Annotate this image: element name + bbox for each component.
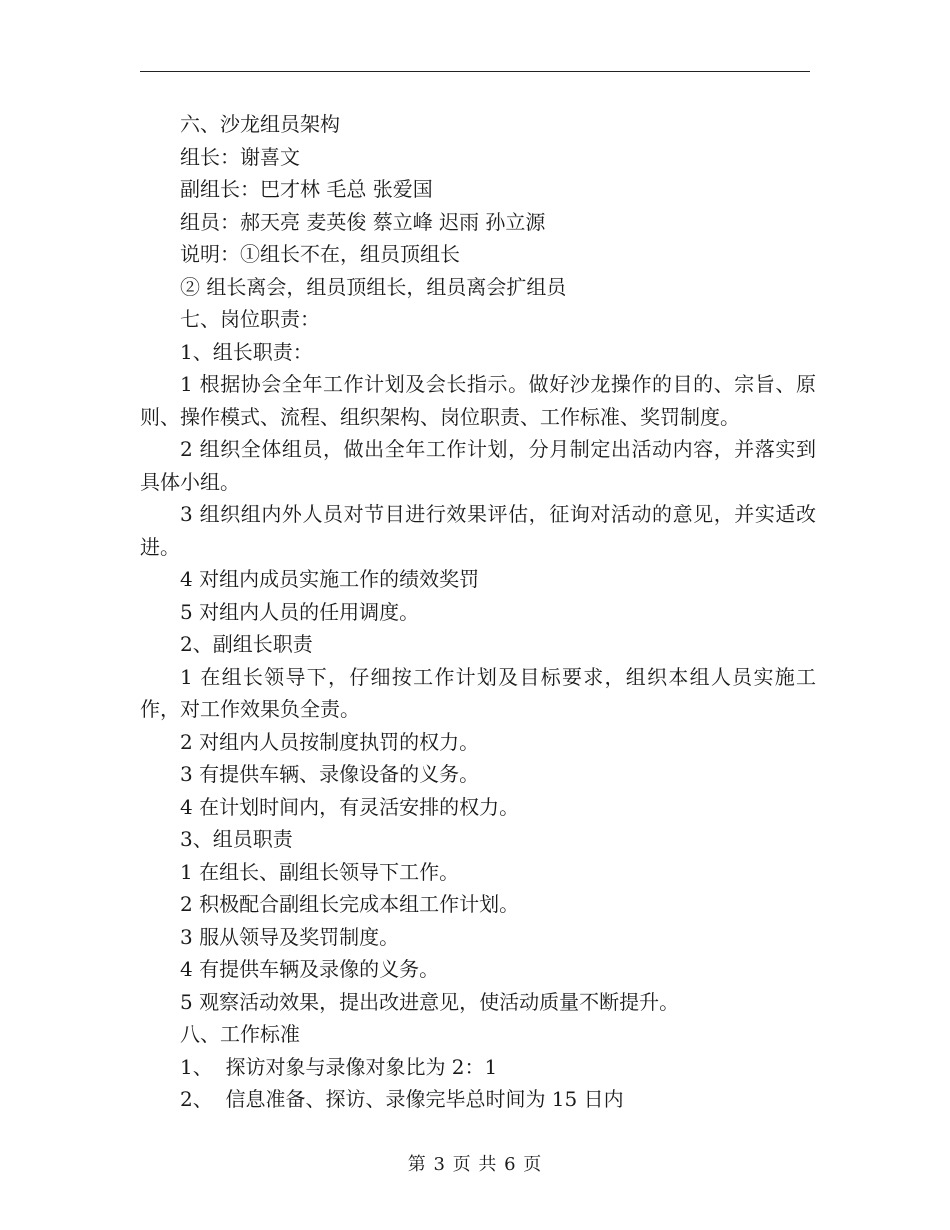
section-heading-standards: 八、工作标准 <box>180 1022 300 1046</box>
deputy-duty-2: 2 对组内人员按制度执罚的权力。 <box>180 729 480 754</box>
deputy-duty-1: 1 在组长领导下，仔细按工作计划及目标要求，组织本组人员实施工作，对工作效果负全责。 <box>140 664 816 721</box>
member-duty-4: 4 有提供车辆及录像的义务。 <box>180 957 440 981</box>
section-heading-duties: 七、岗位职责： <box>180 307 320 331</box>
leader-duty-1: 1 根据协会全年工作计划及会长指示。做好沙龙操作的目的、宗旨、原则、操作模式、流程、组织架构、岗位职责、工作标准、奖罚制度。 <box>140 372 816 429</box>
leader-line: 组长：谢喜文 <box>180 144 300 169</box>
standard-item-2: 2、 信息准备、探访、录像完毕总时间为 15 日内 <box>180 1087 624 1111</box>
member-duty-5: 5 观察活动效果，提出改进意见，使活动质量不断提升。 <box>180 989 680 1014</box>
deputy-duty-4: 4 在计划时间内，有灵活安排的权力。 <box>180 794 520 819</box>
deputy-duty-3: 3 有提供车辆、录像设备的义务。 <box>180 762 480 786</box>
standard-item-1: 1、 探访对象与录像对象比为 2：1 <box>180 1054 498 1079</box>
leader-duty-4: 4 对组内成员实施工作的绩效奖罚 <box>180 567 480 591</box>
subheading-leader-duties: 1、组长职责： <box>180 339 313 364</box>
note-line-2: ② 组长离会，组员顶组长，组员离会扩组员 <box>180 274 567 299</box>
members-line: 组员：郝天亮 麦英俊 蔡立峰 迟雨 孙立源 <box>180 209 546 234</box>
leader-duty-5: 5 对组内人员的任用调度。 <box>180 599 420 624</box>
subheading-deputy-duties: 2、副组长职责 <box>180 632 313 656</box>
header-rule <box>140 71 810 72</box>
page-number-footer: 第 3 页 共 6 页 <box>407 1154 543 1175</box>
subheading-member-duties: 3、组员职责 <box>180 827 293 851</box>
document-body <box>140 108 816 1116</box>
member-duty-3: 3 服从领导及奖罚制度。 <box>180 924 400 949</box>
note-line-1: 说明：①组长不在，组员顶组长 <box>180 242 460 266</box>
section-heading-structure: 六、沙龙组员架构 <box>180 112 340 136</box>
deputy-leader-line: 副组长：巴才林 毛总 张爱国 <box>180 177 433 201</box>
member-duty-1: 1 在组长、副组长领导下工作。 <box>180 859 460 884</box>
leader-duty-3: 3 组织组内外人员对节目进行效果评估，征询对活动的意见，并实适改进。 <box>140 502 816 559</box>
leader-duty-2: 2 组织全体组员，做出全年工作计划，分月制定出活动内容，并落实到具体小组。 <box>140 437 816 494</box>
member-duty-2: 2 积极配合副组长完成本组工作计划。 <box>180 892 520 916</box>
